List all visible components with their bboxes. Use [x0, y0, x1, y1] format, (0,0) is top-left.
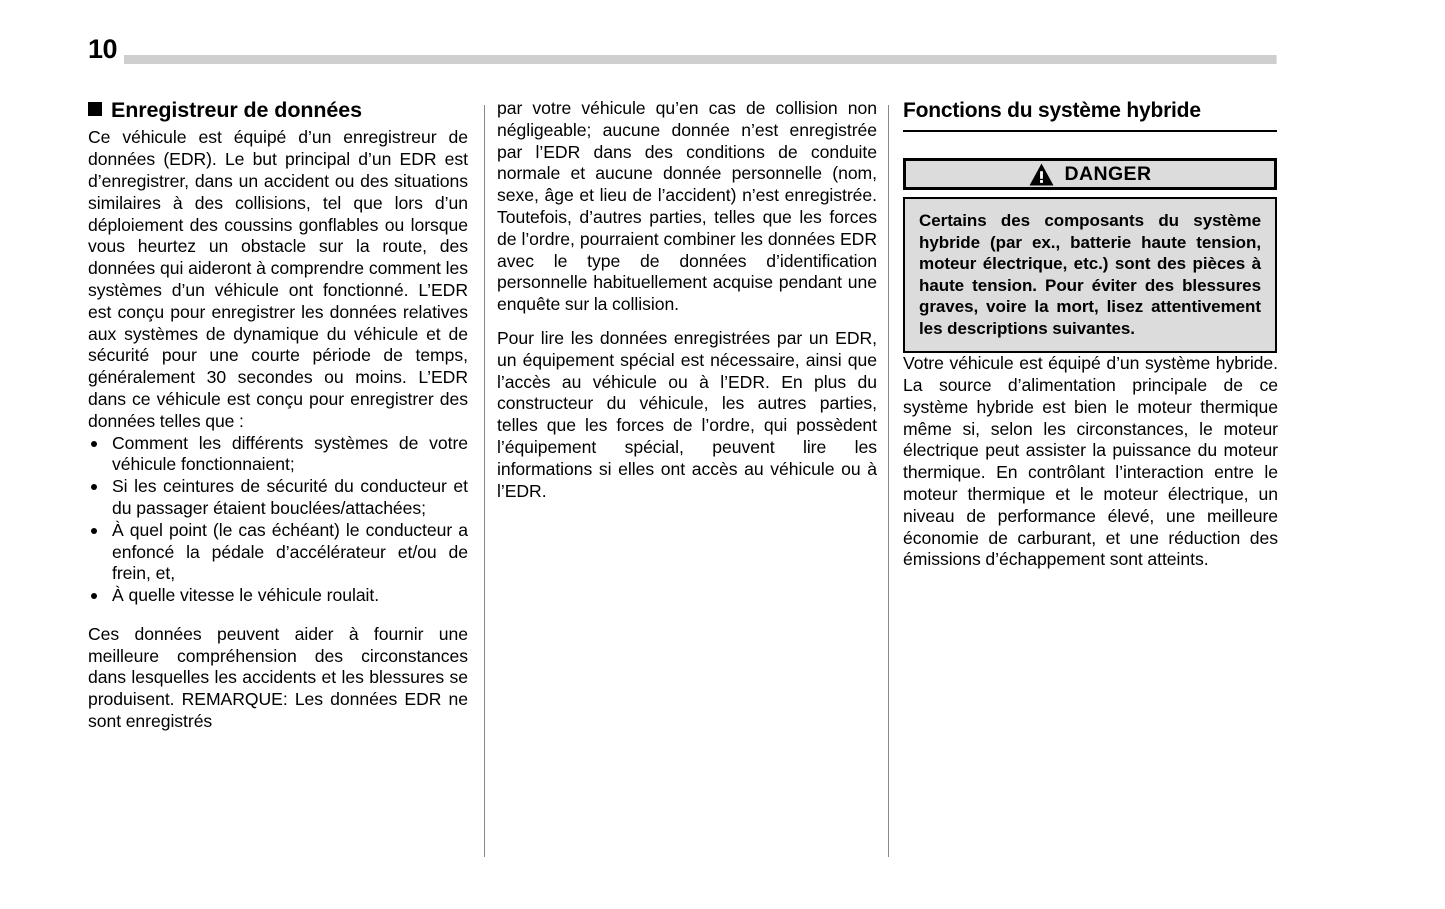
danger-callout-body: [903, 197, 1277, 353]
section-heading-underline: [903, 130, 1277, 132]
paragraph-edr-intro: Ce véhicule est équipé d’un enregistreur de données (EDR). Le but principal d’un EDR est d’enregistrer, dans un accident ou des situations similaires à des collisions, tel que lors d’un déploiement des coussins gonflables ou lorsque vous heurtez un obstacle sur la route, des données qui aideront à comprendre comment les systèmes d’un véhicule ont fonctionné. L’EDR est conçu pour enregistrer les données relatives aux systèmes de dynamique du véhicule et de sécurité pour une courte période de temps, généralement 30 secondes ou moins. L’EDR dans ce véhicule est conçu pour enregistrer des données telles que :: [88, 127, 468, 431]
bullet-dot-icon: [91, 593, 97, 599]
column-divider-2: [888, 105, 889, 857]
bullet-dot-icon: [91, 441, 97, 447]
list-item-label: Comment les différents systèmes de votre véhicule fonctionnaient;: [112, 432, 468, 475]
list-item-label: À quelle vitesse le véhicule roulait.: [112, 585, 380, 606]
list-item-label: À quel point (le cas échéant) le conducteur a enfoncé la pédale d’accélérateur et/ou de frein, et,: [112, 519, 468, 584]
column-divider-1: [484, 105, 485, 857]
section-heading-hybrid: Fonctions du système hybride: [903, 99, 1201, 122]
page-body: [0, 98, 1445, 888]
paragraph-spacer: [88, 607, 468, 624]
list-item: [88, 476, 468, 520]
edr-bullet-list: [88, 433, 468, 607]
section-heading-edr: [88, 98, 468, 123]
header-rule: [124, 55, 1277, 64]
bullet-dot-icon: [91, 528, 97, 534]
list-item: [88, 520, 468, 585]
square-bullet-icon: [88, 102, 102, 116]
page-header: [0, 0, 1445, 80]
section-heading-edr-label: Enregistreur de données: [111, 98, 362, 122]
paragraph-edr-reading: Pour lire les données enregistrées par un EDR, un équipement spécial est nécessaire, ainsi que l’accès au véhicule ou à l’EDR. En plus du constructeur du véhicule, les autres parties, telles que les forces de l’ordre, qui possèdent l’équipement spécial, peuvent lire les informations si elles ont accès au véhicule ou à l’EDR.: [497, 327, 877, 501]
warning-triangle-icon: [1029, 163, 1054, 186]
paragraph-edr-outro: Ces données peuvent aider à fournir une meilleure compréhension des circonstances dans lesquelles les accidents et les blessures se produisent. REMARQUE: Les données EDR ne sont enregistrés: [88, 623, 468, 732]
bullet-dot-icon: [91, 484, 97, 490]
danger-callout-header: [903, 158, 1277, 190]
paragraph-edr-continued: par votre véhicule qu’en cas de collision non négligeable; aucune donnée n’est enregistrée par l’EDR dans des conditions de conduite normale et aucune donnée personnelle (nom, sexe, âge et lieu de l’accident) n’est enregistrée. Toutefois, d’autres parties, telles que les forces de l’ordre, pourraient combiner les données EDR avec le type de données d’identification personnelle habituellement acquise pendant une enquête sur la collision.: [497, 98, 877, 315]
danger-callout: [903, 158, 1277, 353]
list-item: [88, 585, 468, 607]
column-3: [903, 98, 1278, 571]
list-item: [88, 433, 468, 477]
danger-callout-text: Certains des composants du système hybride (par ex., batterie haute tension, moteur électrique, etc.) sont des pièces à haute tension. Pour éviter des blessures graves, voire la mort, lisez attentivement les descriptions suivantes.: [919, 211, 1261, 338]
column-1: [88, 98, 468, 733]
column-2: [497, 98, 877, 502]
paragraph-hybrid-description: Votre véhicule est équipé d’un système hybride. La source d’alimentation principale de ce système hybride est bien le moteur thermique même si, selon les circonstances, le moteur électrique peut assister la puissance du moteur thermique. En contrôlant l’interaction entre le moteur thermique et le moteur électrique, un niveau de performance élevé, une meilleure économie de carburant, et une réduction des émissions d’échappement sont atteints.: [903, 353, 1278, 570]
danger-title-label: DANGER: [1064, 162, 1152, 185]
list-item-label: Si les ceintures de sécurité du conducteur et du passager étaient bouclées/attachées;: [112, 476, 468, 518]
page-number: 10: [88, 34, 118, 64]
